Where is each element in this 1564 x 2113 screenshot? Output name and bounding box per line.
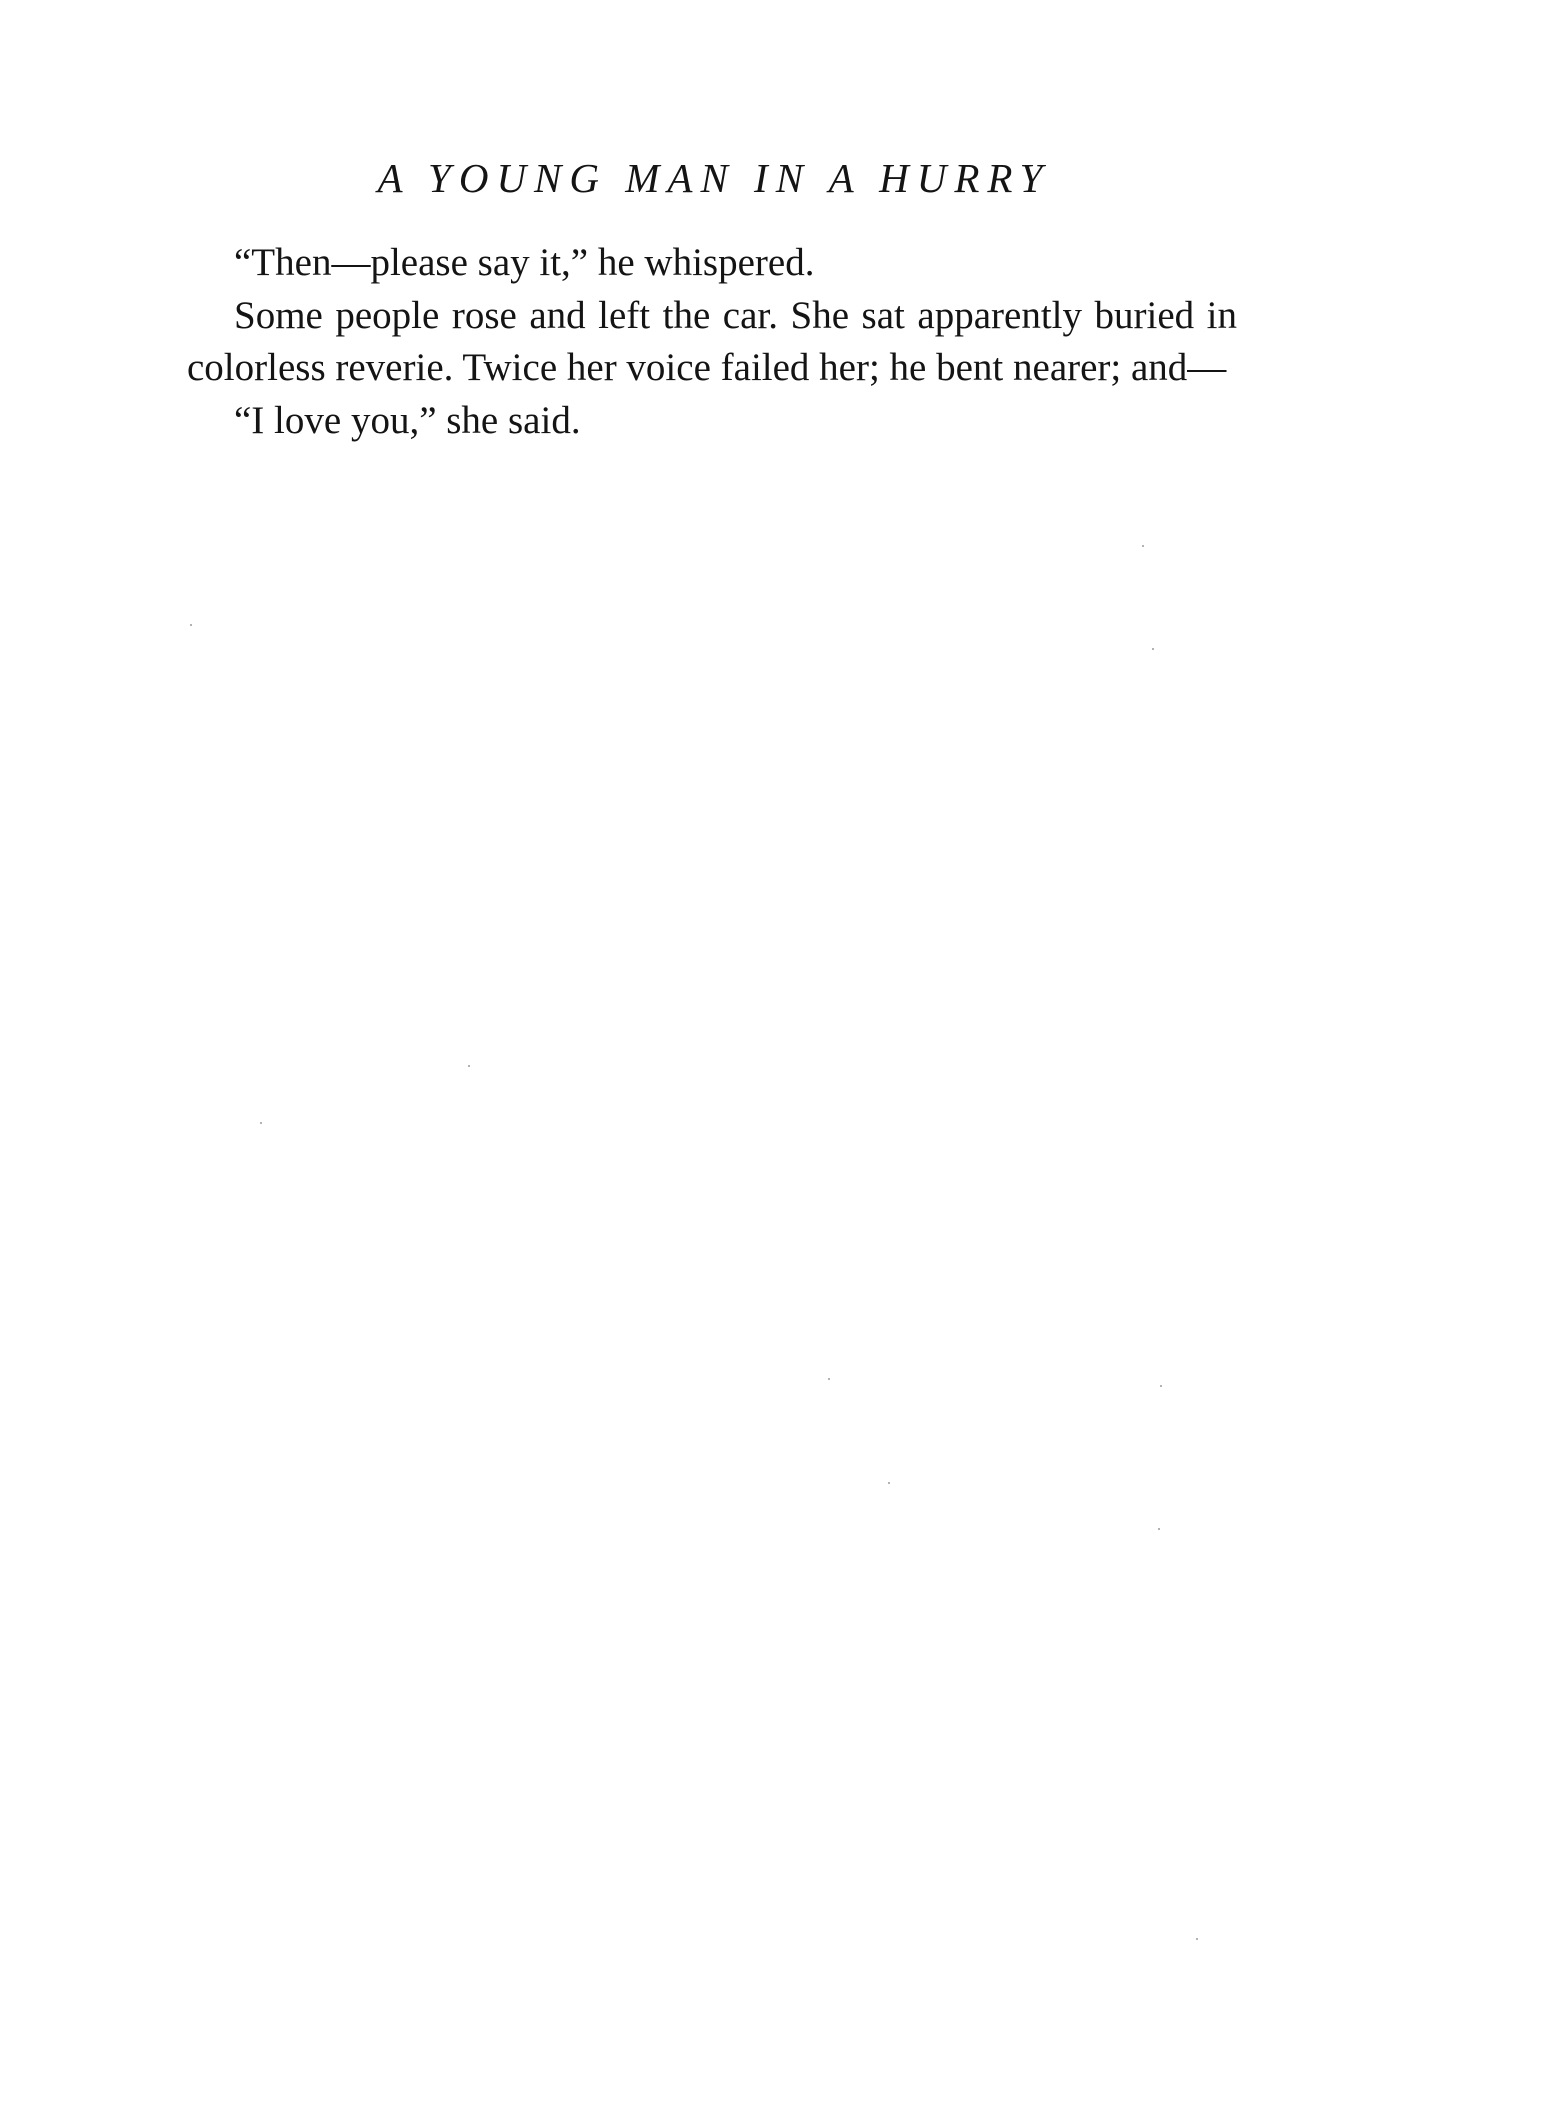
paragraph-some-people-rose: Some people rose and left the car. She sat apparently buried in colorless reverie. Twice her voice failed her; he bent nearer; and— [187, 293, 1237, 389]
scan-speck [888, 1482, 890, 1484]
scan-speck [1160, 1385, 1162, 1387]
paragraph-i-love-you: “I love you,” she said. [234, 398, 581, 442]
scan-speck [468, 1065, 470, 1067]
paragraph-then-please-say-it: “Then—please say it,” he whispered. [234, 241, 815, 284]
scan-speck [1142, 545, 1144, 547]
scan-speck [1158, 1528, 1160, 1530]
scan-speck [828, 1378, 830, 1380]
scan-speck [1196, 1938, 1198, 1940]
body-text [187, 237, 1237, 447]
scan-speck [1152, 648, 1154, 650]
scan-speck [190, 624, 192, 626]
scan-speck [260, 1122, 262, 1124]
running-head: A YOUNG MAN IN A HURRY [377, 155, 1051, 201]
